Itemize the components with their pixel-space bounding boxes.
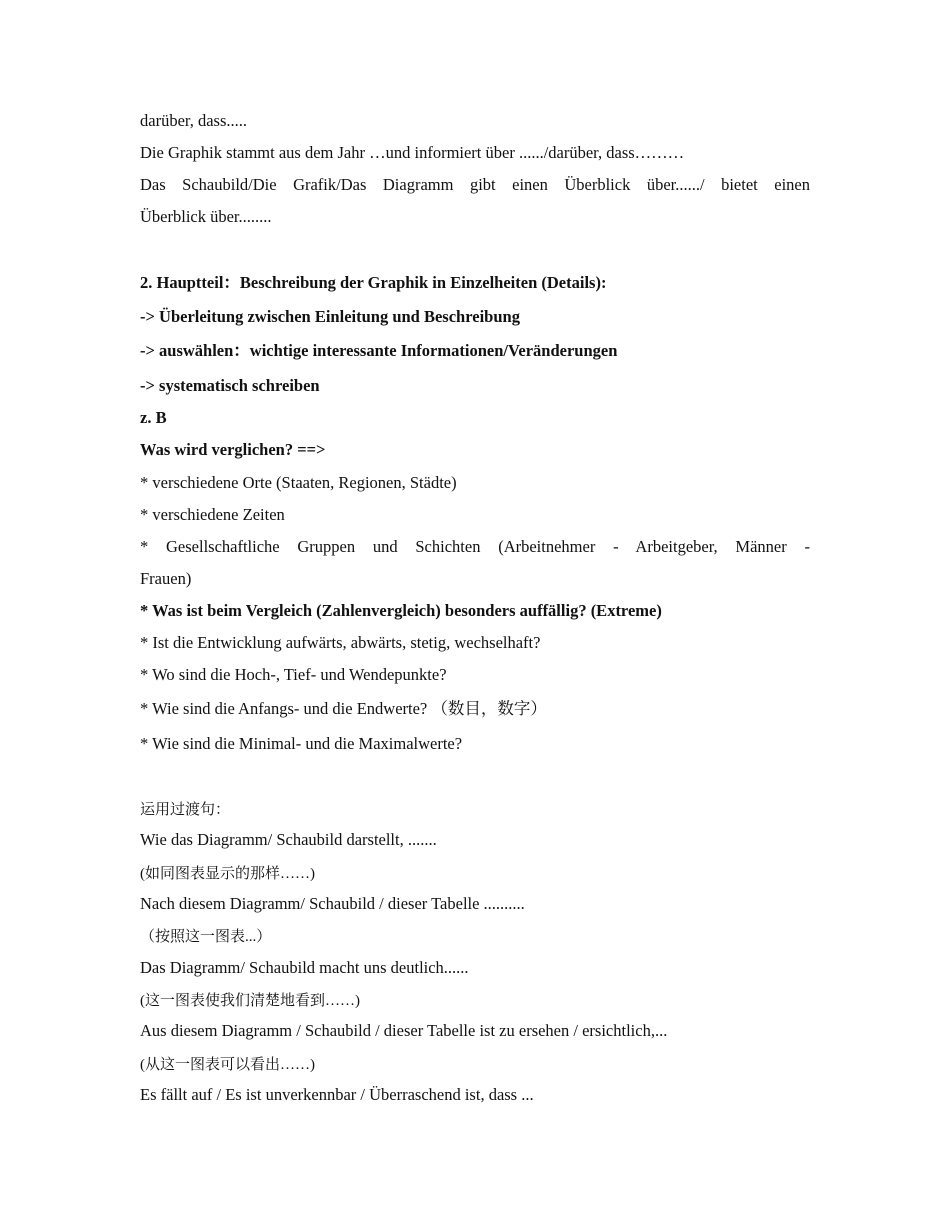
- phrase-line: Wie das Diagramm/ Schaubild darstellt, .......: [140, 830, 437, 849]
- translation-line: (从这一图表可以看出……): [140, 1057, 315, 1073]
- list-item: * verschiedene Zeiten: [140, 505, 285, 524]
- bold-point: -> Überleitung zwischen Einleitung und Beschreibung: [140, 307, 520, 326]
- list-item: Frauen): [140, 569, 192, 588]
- bold-point: Was wird verglichen? ==>: [140, 440, 326, 459]
- phrase-line: Aus diesem Diagramm / Schaubild / dieser Tabelle ist zu ersehen / ersichtlich,...: [140, 1021, 668, 1040]
- translation-line: (如同图表显示的那样……): [140, 866, 315, 882]
- list-item: * Gesellschaftliche Gruppen und Schichten (Arbeitnehmer - Arbeitgeber, Männer -: [140, 537, 810, 556]
- translation-line: （按照这一图表...）: [140, 929, 272, 945]
- bold-point: -> systematisch schreiben: [140, 376, 320, 395]
- bold-point: z. B: [140, 408, 167, 427]
- bold-point: -> auswählen：wichtige interessante Informationen/Veränderungen: [140, 341, 618, 360]
- text-line: Überblick über........: [140, 207, 272, 226]
- text-line: Die Graphik stammt aus dem Jahr …und informiert über ....../darüber, dass………: [140, 143, 685, 162]
- text-line: darüber, dass.....: [140, 111, 248, 130]
- phrase-line: Nach diesem Diagramm/ Schaubild / dieser Tabelle ..........: [140, 894, 525, 913]
- list-item: * Wie sind die Anfangs- und die Endwerte? （数目，数字）: [140, 699, 547, 718]
- text-line: Das Schaubild/Die Grafik/Das Diagramm gibt einen Überblick über....../ bietet einen: [140, 175, 810, 194]
- translation-line: (这一图表使我们清楚地看到……): [140, 993, 360, 1009]
- section-heading: 2. Hauptteil：Beschreibung der Graphik in Einzelheiten (Details):: [140, 273, 607, 292]
- subheading: 运用过渡句：: [140, 802, 231, 818]
- phrase-line: Das Diagramm/ Schaubild macht uns deutlich......: [140, 958, 469, 977]
- list-item: * Ist die Entwicklung aufwärts, abwärts, stetig, wechselhaft?: [140, 633, 541, 652]
- phrase-line: Es fällt auf / Es ist unverkennbar / Überraschend ist, dass ...: [140, 1085, 534, 1104]
- list-item: * Was ist beim Vergleich (Zahlenvergleich) besonders auffällig? (Extreme): [140, 601, 662, 620]
- list-item: * Wie sind die Minimal- und die Maximalwerte?: [140, 734, 463, 753]
- list-item: * verschiedene Orte (Staaten, Regionen, Städte): [140, 473, 457, 492]
- list-item: * Wo sind die Hoch-, Tief- und Wendepunkte?: [140, 665, 447, 684]
